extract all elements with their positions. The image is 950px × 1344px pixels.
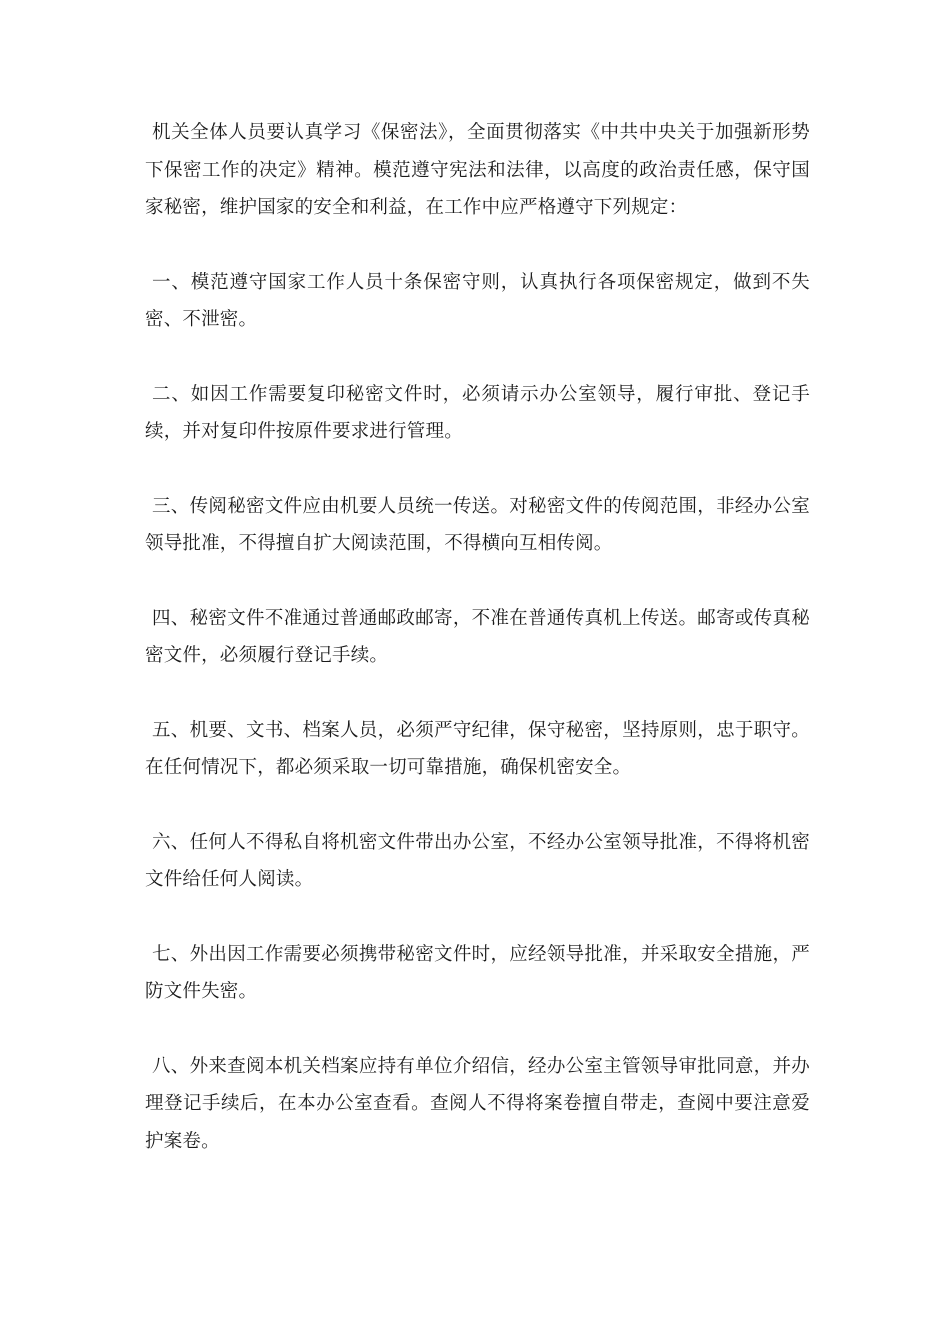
rule-paragraph-5: 五、机要、文书、档案人员，必须严守纪律，保守秘密，坚持原则，忠于职守。在任何情况下，都必须采取一切可靠措施，确保机密安全。 [145, 719, 810, 778]
rule-paragraph-4: 四、秘密文件不准通过普通邮政邮寄，不准在普通传真机上传送。邮寄或传真秘密文件，必须履行登记手续。 [145, 607, 810, 666]
rule-paragraph-1: 一、模范遵守国家工作人员十条保密守则，认真执行各项保密规定，做到不失密、不泄密。 [145, 271, 810, 330]
rule-paragraph-8: 八、外来查阅本机关档案应持有单位介绍信，经办公室主管领导审批同意，并办理登记手续后，在本办公室查看。查阅人不得将案卷擅自带走，查阅中要注意爱护案卷。 [145, 1055, 810, 1152]
rule-paragraph-2: 二、如因工作需要复印秘密文件时，必须请示办公室领导，履行审批、登记手续，并对复印件按原件要求进行管理。 [145, 383, 810, 442]
rule-paragraph-7: 七、外出因工作需要必须携带秘密文件时，应经领导批准，并采取安全措施，严防文件失密。 [145, 943, 810, 1002]
rule-paragraph-3: 三、传阅秘密文件应由机要人员统一传送。对秘密文件的传阅范围，非经办公室领导批准，不得擅自扩大阅读范围，不得横向互相传阅。 [145, 495, 810, 554]
document-body [145, 114, 810, 1197]
rule-paragraph-6: 六、任何人不得私自将机密文件带出办公室，不经办公室领导批准，不得将机密文件给任何人阅读。 [145, 831, 810, 890]
intro-paragraph: 机关全体人员要认真学习《保密法》，全面贯彻落实《中共中央关于加强新形势下保密工作的决定》精神。模范遵守宪法和法律，以高度的政治责任感，保守国家秘密，维护国家的安全和利益，在工作中应严格遵守下列规定： [145, 122, 810, 218]
